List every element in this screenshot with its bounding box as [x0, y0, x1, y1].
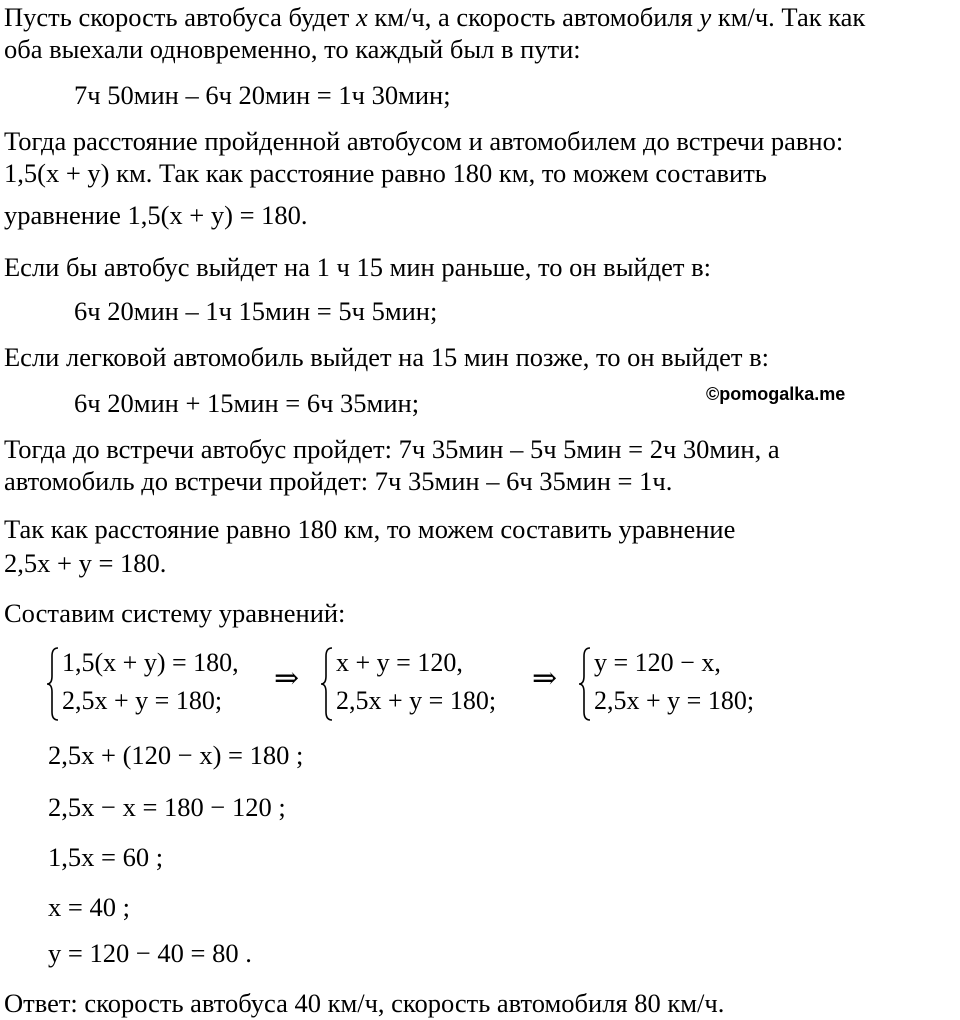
system-2	[320, 646, 530, 722]
intro-text-b: км/ч, а скорость автомобиля	[367, 2, 700, 32]
system-1-row-1: 1,5(x + y) = 180,	[62, 648, 239, 677]
bus-early-text: Если бы автобус выйдет на 1 ч 15 мин раньше, то он выйдет в:	[4, 252, 712, 282]
intro-text-a: Пусть скорость автобуса будет	[4, 2, 356, 32]
step-5: y = 120 − 40 = 80 .	[48, 938, 252, 968]
system-2-row-1: x + y = 120,	[336, 648, 463, 677]
second-equation-line	[4, 548, 166, 578]
brace-icon	[578, 646, 592, 722]
second-equation: 2,5x + y = 180	[4, 548, 160, 578]
car-late-equation: 6ч 20мин + 15мин = 6ч 35мин;	[74, 388, 420, 418]
bus-early-equation: 6ч 20мин – 1ч 15мин = 5ч 5мин;	[74, 296, 438, 326]
implies-arrow-2: ⇒	[532, 661, 558, 696]
second-equation-text: Так как расстояние равно 180 км, то можем составить уравнение	[4, 514, 736, 544]
meeting-line-2: автомобиль до встречи пройдет: 7ч 35мин – 6ч 35мин = 1ч.	[4, 466, 673, 496]
equation-label: уравнение	[4, 200, 128, 230]
distance-line-2	[4, 158, 767, 188]
step-2: 2,5x − x = 180 − 120 ;	[48, 792, 286, 822]
watermark: ©pomogalka.me	[706, 384, 846, 404]
system-3-row-1: y = 120 − x,	[594, 648, 721, 677]
step-3: 1,5x = 60 ;	[48, 842, 164, 872]
intro-text-c: км/ч. Так как	[711, 2, 866, 32]
system-3	[578, 646, 788, 722]
brace-icon	[46, 646, 60, 722]
system-2-row-2: 2,5x + y = 180;	[336, 686, 497, 715]
var-y: y	[699, 2, 712, 32]
period: .	[159, 548, 167, 578]
brace-icon	[320, 646, 334, 722]
car-late-text: Если легковой автомобиль выйдет на 15 мин позже, то он выйдет в:	[4, 342, 769, 372]
step-1: 2,5x + (120 − x) = 180 ;	[48, 740, 304, 770]
first-equation: 1,5(x + y) = 180	[127, 200, 301, 230]
intro-line-2: оба выехали одновременно, то каждый был в пути:	[4, 34, 581, 64]
step-4: x = 40 ;	[48, 892, 130, 922]
time-equation: 7ч 50мин – 6ч 20мин = 1ч 30мин;	[74, 80, 451, 110]
distance-text: км. Так как расстояние равно 180 км, то можем составить	[109, 158, 767, 188]
system-1-row-2: 2,5x + y = 180;	[62, 686, 223, 715]
distance-line-3	[4, 200, 308, 230]
system-1	[46, 646, 286, 722]
intro-line-1	[4, 2, 865, 32]
distance-line-1: Тогда расстояние пройденной автобусом и автомобилем до встречи равно:	[4, 126, 844, 156]
system-heading: Составим систему уравнений:	[4, 598, 346, 628]
period: .	[300, 200, 308, 230]
answer: Ответ: скорость автобуса 40 км/ч, скорость автомобиля 80 км/ч.	[4, 988, 725, 1018]
system-3-row-2: 2,5x + y = 180;	[594, 686, 755, 715]
implies-arrow-1: ⇒	[274, 661, 300, 696]
var-x: x	[356, 2, 368, 32]
meeting-line-1: Тогда до встречи автобус пройдет: 7ч 35мин – 5ч 5мин = 2ч 30мин, а	[4, 434, 780, 464]
distance-expression: 1,5(x + y)	[4, 158, 110, 188]
